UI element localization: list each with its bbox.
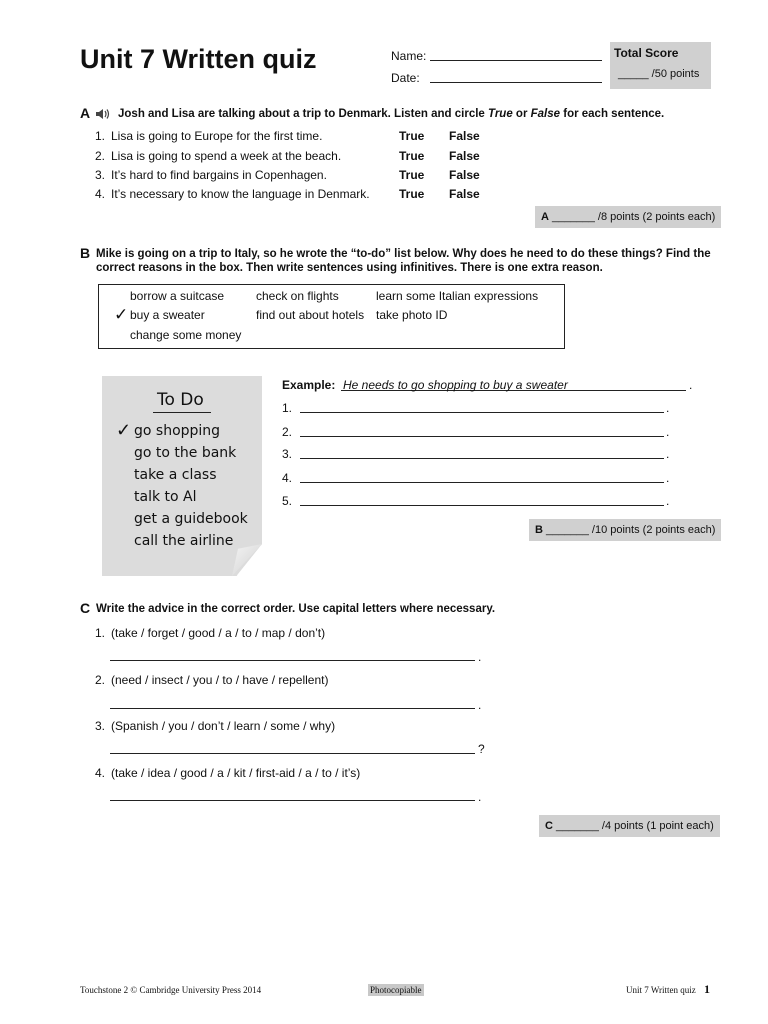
b-answer-3-num: 3. [282, 447, 293, 461]
c-item-2-num: 2. [95, 673, 106, 687]
c-item-3-end: ? [478, 742, 485, 756]
c-item-3-num: 3. [95, 719, 106, 733]
c-answer-3-line[interactable] [110, 753, 475, 754]
c-item-4-text: (take / idea / good / a / kit / first-aid / a / to / it’s) [111, 766, 361, 780]
c-item-1-text: (take / forget / good / a / to / map / don’t) [111, 626, 326, 640]
name-label: Name: [391, 49, 427, 63]
reason-buy-sweater: buy a sweater [130, 308, 205, 322]
b-answer-5-num: 5. [282, 494, 293, 508]
c-answer-4-line[interactable] [110, 800, 475, 801]
todo-title-underline [153, 412, 211, 413]
a-item-3-text: It’s hard to find bargains in Copenhagen. [111, 168, 327, 182]
total-score-label: Total Score [614, 46, 679, 60]
b-answer-5-line[interactable] [300, 505, 664, 506]
todo-item-4: talk to Al [134, 489, 197, 505]
section-c-letter: C [80, 600, 91, 616]
reason-learn-italian: learn some Italian expressions [376, 289, 539, 303]
reason-borrow-suitcase: borrow a suitcase [130, 289, 225, 303]
b-answer-1-num: 1. [282, 401, 293, 415]
footer-photocopiable: Photocopiable [370, 985, 422, 995]
a-item-3-false[interactable]: False [449, 168, 480, 182]
page-title: Unit 7 Written quiz [80, 44, 317, 74]
b-answer-3-line[interactable] [300, 458, 664, 459]
b-answer-2-line[interactable] [300, 436, 664, 437]
b-answer-2-num: 2. [282, 425, 293, 439]
a-item-3-num: 3. [95, 168, 106, 182]
b-answer-4-line[interactable] [300, 482, 664, 483]
footer-unit: Unit 7 Written quiz [626, 985, 696, 995]
a-item-1-num: 1. [95, 129, 106, 143]
a-item-2-true[interactable]: True [399, 149, 425, 163]
c-item-1-end: . [478, 650, 482, 664]
todo-item-3: take a class [134, 467, 217, 483]
page-number: 1 [704, 982, 710, 996]
a-item-1-text: Lisa is going to Europe for the first time. [111, 129, 323, 143]
c-item-2-text: (need / insect / you / to / have / repellent) [111, 673, 329, 687]
section-a-letter: A [80, 105, 91, 121]
section-b-instruction-line1: Mike is going on a trip to Italy, so he wrote the “to-do” list below. Why does he need to do these things? Find the [96, 248, 711, 260]
b-answer-2-period: . [666, 425, 670, 439]
date-label: Date: [391, 71, 420, 85]
section-b-instruction-line2: correct reasons in the box. Then write sentences using infinitives. There is one extra reason. [96, 262, 603, 274]
c-answer-2-line[interactable] [110, 708, 475, 709]
b-answer-3-period: . [666, 447, 670, 461]
section-c-points: C _______ /4 points (1 point each) [539, 815, 720, 837]
speaker-icon [95, 107, 113, 125]
todo-item-6: call the airline [134, 533, 234, 549]
a-item-4-false[interactable]: False [449, 187, 480, 201]
c-item-3-text: (Spanish / you / don’t / learn / some / why) [111, 719, 336, 733]
reason-find-hotels: find out about hotels [256, 308, 365, 322]
a-item-2-false[interactable]: False [449, 149, 480, 163]
total-score-box [610, 42, 711, 89]
example-text: He needs to go shopping to buy a sweater [343, 378, 568, 392]
todo-item-5: get a guidebook [134, 511, 248, 527]
c-item-4-end: . [478, 790, 482, 804]
b-answer-1-line[interactable] [300, 412, 664, 413]
total-score-points: _____ /50 points [618, 68, 700, 80]
a-item-1-false[interactable]: False [449, 129, 480, 143]
c-answer-1-line[interactable] [110, 660, 475, 661]
section-b-letter: B [80, 245, 91, 261]
section-c-instruction: Write the advice in the correct order. Use capital letters where necessary. [96, 603, 496, 615]
reason-take-photo-id: take photo ID [376, 308, 448, 322]
date-field[interactable] [430, 82, 602, 83]
a-item-2-num: 2. [95, 149, 106, 163]
section-b-points: B _______ /10 points (2 points each) [529, 519, 721, 541]
todo-title: To Do [157, 390, 204, 410]
todo-item-2: go to the bank [134, 445, 237, 461]
section-a-points: A _______ /8 points (2 points each) [535, 206, 721, 228]
section-a-instruction: Josh and Lisa are talking about a trip to Denmark. Listen and circle True or False for each sentence. [118, 108, 665, 120]
reason-change-money: change some money [130, 328, 242, 342]
todo-item-1: go shopping [134, 423, 221, 439]
c-item-1-num: 1. [95, 626, 106, 640]
a-item-2-text: Lisa is going to spend a week at the beach. [111, 149, 342, 163]
todo-check-icon: ✓ [116, 420, 132, 440]
a-item-4-true[interactable]: True [399, 187, 425, 201]
a-item-1-true[interactable]: True [399, 129, 425, 143]
b-answer-4-period: . [666, 471, 670, 485]
reason-check-flights: check on flights [256, 289, 339, 303]
c-item-2-end: . [478, 698, 482, 712]
a-item-4-text: It’s necessary to know the language in Denmark. [111, 187, 370, 201]
b-answer-1-period: . [666, 401, 670, 415]
example-period: . [689, 378, 693, 392]
a-item-4-num: 4. [95, 187, 106, 201]
a-item-3-true[interactable]: True [399, 168, 425, 182]
footer-copyright: Touchstone 2 © Cambridge University Press 2014 [80, 985, 262, 995]
example-label: Example: [282, 378, 336, 392]
b-answer-4-num: 4. [282, 471, 293, 485]
b-answer-5-period: . [666, 494, 670, 508]
name-field[interactable] [430, 60, 602, 61]
check-icon: ✓ [114, 305, 129, 324]
c-item-4-num: 4. [95, 766, 106, 780]
